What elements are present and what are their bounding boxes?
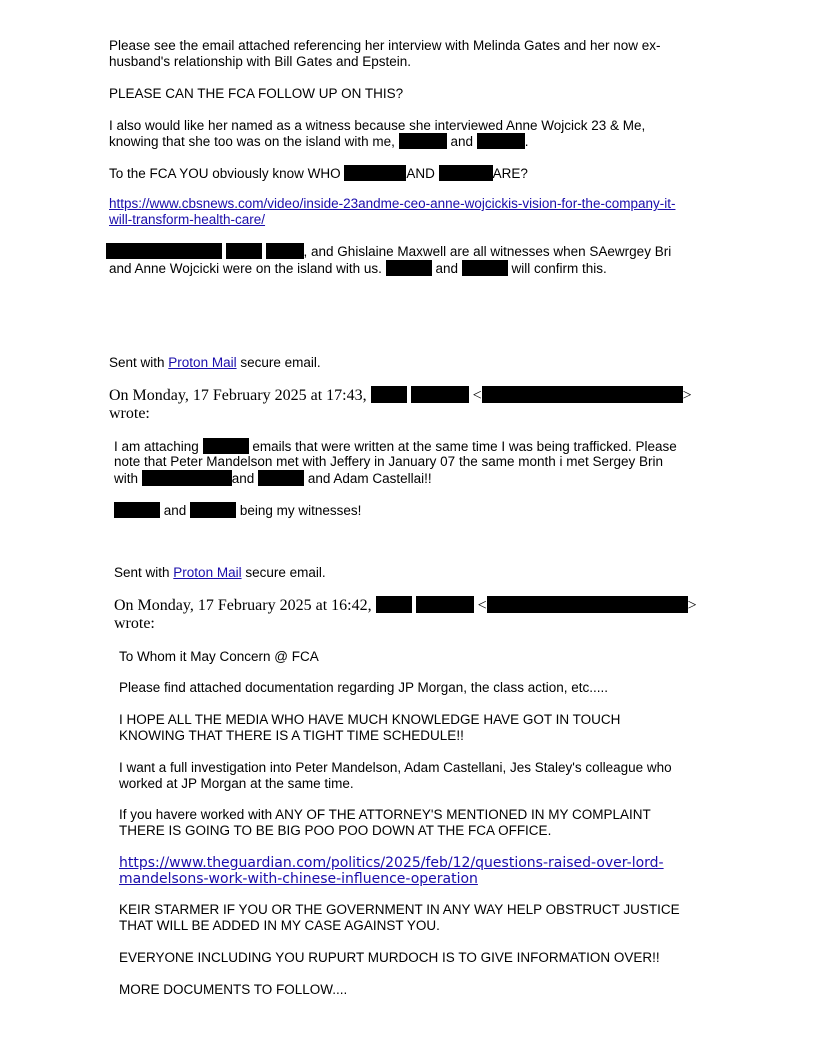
proton-mail-link[interactable]: Proton Mail bbox=[168, 355, 237, 370]
redaction-box bbox=[344, 165, 406, 181]
attach-text-b: emails that were written at the same time I was being trafficked. Please bbox=[252, 439, 677, 454]
sent-with-label: Sent with bbox=[114, 565, 170, 580]
witness-and: and bbox=[450, 134, 473, 149]
redaction-box bbox=[416, 596, 474, 613]
witnesses-confirm: will confirm this. bbox=[511, 261, 607, 276]
keir-line-2: THAT WILL BE ADDED IN MY CASE AGAINST YOU. bbox=[119, 918, 440, 933]
quote-header-date: On Monday, 17 February 2025 at 17:43, bbox=[109, 387, 367, 404]
media-line-1: I HOPE ALL THE MEDIA WHO HAVE MUCH KNOWLEDGE HAVE GOT IN TOUCH bbox=[119, 712, 621, 727]
quote-header-1-wrote: wrote: bbox=[109, 405, 150, 422]
attach-and: and bbox=[231, 471, 255, 486]
witnesses-line-1 bbox=[106, 243, 671, 260]
redaction-box bbox=[411, 386, 469, 403]
attach-line-1 bbox=[114, 438, 677, 455]
attach-text-a: I am attaching bbox=[114, 439, 199, 454]
attach-line-3 bbox=[114, 470, 432, 487]
attach-castellai: and Adam Castellai!! bbox=[307, 471, 432, 486]
cbs-link-line-1[interactable]: https://www.cbsnews.com/video/inside-23andme-ceo-anne-wojcickis-vision-for-the-company-it- bbox=[109, 196, 676, 211]
keir-line-1: KEIR STARMER IF YOU OR THE GOVERNMENT IN ANY WAY HELP OBSTRUCT JUSTICE bbox=[119, 902, 680, 917]
quote-header-2-wrote: wrote: bbox=[114, 615, 155, 632]
witness-line-1: I also would like her named as a witness because she interviewed Anne Wojcick 23 & Me, bbox=[109, 118, 646, 133]
quote-header-1 bbox=[109, 386, 692, 405]
quote-header-date: On Monday, 17 February 2025 at 16:42, bbox=[114, 597, 372, 614]
my-witnesses-and: and bbox=[163, 503, 187, 518]
redaction-box bbox=[142, 470, 232, 486]
secure-email-label: secure email. bbox=[245, 565, 326, 580]
redaction-box bbox=[477, 133, 525, 149]
secure-email-label: secure email. bbox=[240, 355, 321, 370]
murdoch-line: EVERYONE INCLUDING YOU RUPURT MURDOCH IS TO GIVE INFORMATION OVER!! bbox=[119, 950, 660, 965]
witness-period: . bbox=[524, 134, 529, 149]
redaction-box bbox=[258, 470, 304, 486]
my-witnesses-line bbox=[114, 502, 361, 519]
redaction-box bbox=[190, 502, 236, 518]
witnesses-line-2 bbox=[109, 260, 607, 277]
intro-line-1: Please see the email attached referencing her interview with Melinda Gates and her now ex- bbox=[109, 38, 661, 53]
proton-mail-link[interactable]: Proton Mail bbox=[173, 565, 242, 580]
redaction-box bbox=[462, 260, 508, 276]
lt-sign: < bbox=[472, 387, 482, 404]
my-witnesses-text: being my witnesses! bbox=[239, 503, 362, 518]
redaction-box bbox=[106, 243, 222, 259]
witnesses-text: , and Ghislaine Maxwell are all witnesses when SAewrgey Bri bbox=[303, 244, 672, 259]
witness-text: knowing that she too was on the island with me, bbox=[109, 134, 395, 149]
guardian-link-line-1[interactable]: https://www.theguardian.com/politics/2025/feb/12/questions-raised-over-lord- bbox=[119, 855, 664, 871]
redaction-box bbox=[266, 243, 304, 259]
cbs-link-line-2[interactable]: will-transform-health-care/ bbox=[109, 212, 266, 227]
attach-line-2: note that Peter Mandelson met with Jeffery in January 07 the same month i met Sergey Brin bbox=[114, 454, 664, 469]
know-line bbox=[109, 165, 528, 182]
attached-docs: Please find attached documentation regarding JP Morgan, the class action, etc..... bbox=[119, 680, 609, 695]
witness-line-2 bbox=[109, 133, 529, 150]
witnesses-and: and bbox=[435, 261, 458, 276]
attorney-line-2: THERE IS GOING TO BE BIG POO POO DOWN AT THE FCA OFFICE. bbox=[119, 823, 552, 838]
quote-header-2 bbox=[114, 596, 697, 615]
redaction-box bbox=[482, 386, 683, 403]
greeting: To Whom it May Concern @ FCA bbox=[119, 649, 319, 664]
know-are: ARE? bbox=[492, 166, 528, 181]
attach-with: with bbox=[114, 471, 139, 486]
sent-with-label: Sent with bbox=[109, 355, 165, 370]
redaction-box bbox=[399, 133, 447, 149]
redaction-box bbox=[226, 243, 262, 259]
redaction-box bbox=[371, 386, 407, 403]
investigation-line-2: worked at JP Morgan at the same time. bbox=[119, 776, 354, 791]
more-documents: MORE DOCUMENTS TO FOLLOW.... bbox=[119, 982, 348, 997]
redaction-box bbox=[439, 165, 493, 181]
followup-request: PLEASE CAN THE FCA FOLLOW UP ON THIS? bbox=[109, 86, 404, 101]
investigation-line-1: I want a full investigation into Peter Mandelson, Adam Castellani, Jes Staley's colleague who bbox=[119, 760, 672, 775]
gt-sign: > bbox=[687, 597, 697, 614]
lt-sign: < bbox=[477, 597, 487, 614]
media-line-2: KNOWING THAT THERE IS A TIGHT TIME SCHEDULE!! bbox=[119, 728, 464, 743]
know-text: To the FCA YOU obviously know WHO bbox=[109, 166, 341, 181]
redaction-box bbox=[487, 596, 688, 613]
redaction-box bbox=[376, 596, 412, 613]
proton-signature-2 bbox=[114, 565, 326, 581]
gt-sign: > bbox=[682, 387, 692, 404]
know-and: AND bbox=[406, 166, 435, 181]
redaction-box bbox=[203, 438, 249, 454]
proton-signature bbox=[109, 355, 321, 371]
attorney-line-1: If you havere worked with ANY OF THE ATTORNEY'S MENTIONED IN MY COMPLAINT bbox=[119, 807, 651, 822]
witnesses-island: and Anne Wojcicki were on the island with us. bbox=[109, 261, 382, 276]
redaction-box bbox=[114, 502, 160, 518]
intro-line-2: husband's relationship with Bill Gates and Epstein. bbox=[109, 54, 412, 69]
redaction-box bbox=[386, 260, 432, 276]
guardian-link-line-2[interactable]: mandelsons-work-with-chinese-influence-operation bbox=[119, 871, 478, 887]
